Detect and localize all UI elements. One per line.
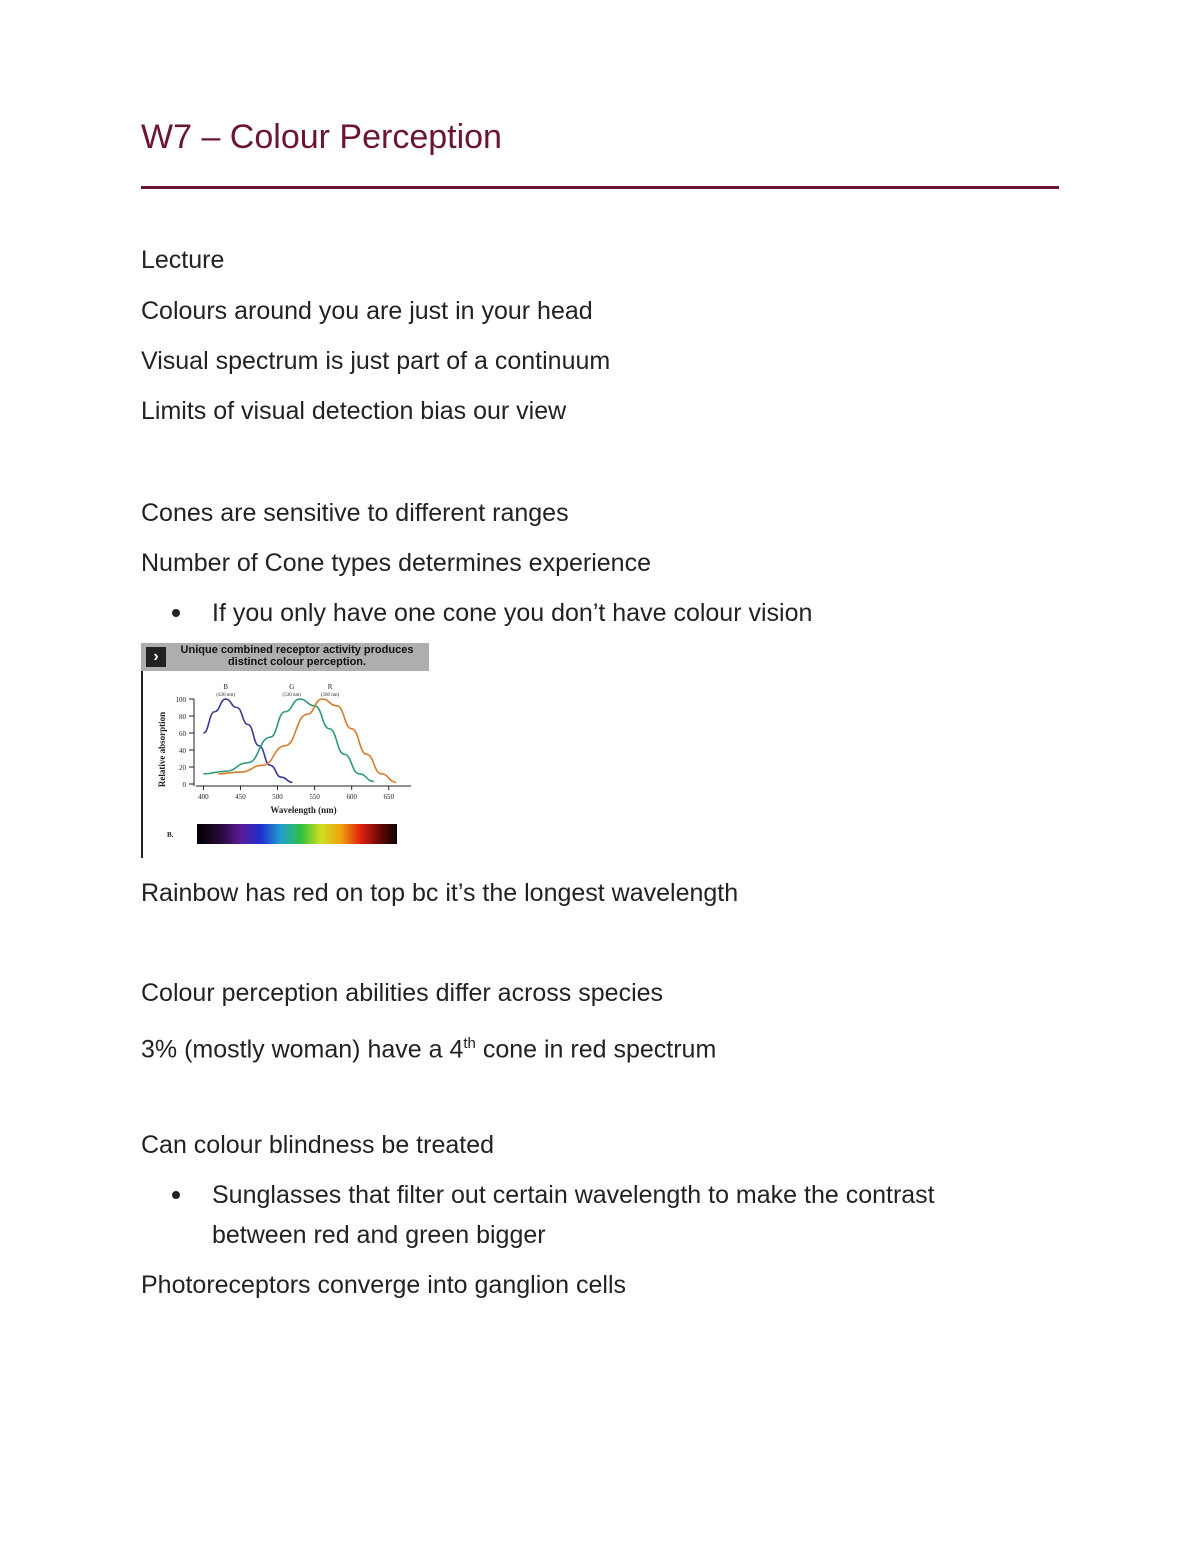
y-tick-label: 80 bbox=[179, 713, 186, 721]
x-tick-label: 400 bbox=[198, 793, 209, 801]
x-axis-label: Wavelength (nm) bbox=[270, 805, 337, 815]
absorption-chart bbox=[141, 671, 429, 858]
text-line: Can colour blindness be treated bbox=[141, 1131, 495, 1159]
series-name-label: B bbox=[223, 683, 228, 691]
text-fragment: 3% (mostly woman) have a 4 bbox=[141, 1035, 464, 1064]
x-tick-label: 600 bbox=[346, 793, 357, 801]
panel-label: B. bbox=[167, 831, 174, 839]
series-name-label: R bbox=[327, 683, 333, 691]
chevron-right-icon: › bbox=[146, 647, 166, 667]
figure-caption: Unique combined receptor activity produces distinct colour perception. bbox=[180, 644, 414, 668]
text-line: Colours around you are just in your head bbox=[141, 297, 593, 325]
x-tick-label: 450 bbox=[235, 793, 246, 801]
series-peak-label: (530 nm) bbox=[282, 693, 302, 698]
bullet-text: If you only have one cone you don’t have colour vision bbox=[212, 599, 813, 627]
series-peak-label: (560 nm) bbox=[320, 693, 340, 698]
y-tick-label: 20 bbox=[179, 764, 186, 772]
y-tick-label: 40 bbox=[179, 747, 186, 755]
page-title: W7 – Colour Perception bbox=[141, 118, 502, 156]
x-tick-label: 500 bbox=[272, 793, 283, 801]
x-tick-label: 650 bbox=[383, 793, 395, 801]
text-line: Visual spectrum is just part of a continuum bbox=[141, 347, 611, 375]
text-line: Rainbow has red on top bc it’s the longest wavelength bbox=[141, 879, 739, 907]
text-line: Photoreceptors converge into ganglion cells bbox=[141, 1271, 627, 1299]
text-line: Cones are sensitive to different ranges bbox=[141, 499, 569, 527]
superscript: th bbox=[463, 1035, 476, 1052]
bullet-icon bbox=[172, 609, 180, 617]
title-rule bbox=[141, 186, 1059, 189]
series-name-label: G bbox=[289, 683, 295, 691]
text-fragment: cone in red spectrum bbox=[475, 1035, 717, 1064]
series-line-R bbox=[218, 699, 396, 782]
cone-absorption-figure bbox=[141, 643, 429, 858]
text-line: Colour perception abilities differ across species bbox=[141, 979, 664, 1007]
y-tick-label: 60 bbox=[179, 730, 186, 738]
y-tick-label: 0 bbox=[182, 781, 186, 789]
bullet-text: Sunglasses that filter out certain wavelength to make the contrast bbox=[212, 1181, 935, 1209]
text-line: Lecture bbox=[141, 246, 225, 274]
y-tick-label: 100 bbox=[175, 696, 186, 704]
bullet-text: between red and green bigger bbox=[212, 1221, 546, 1249]
figure-header bbox=[141, 643, 429, 671]
series-peak-label: (430 nm) bbox=[216, 693, 235, 698]
series-line-G bbox=[203, 699, 374, 781]
bullet-icon bbox=[172, 1191, 180, 1199]
spectrum-bar bbox=[197, 824, 397, 844]
text-line bbox=[141, 1029, 716, 1064]
text-line: Limits of visual detection bias our view bbox=[141, 397, 567, 425]
text-line: Number of Cone types determines experience bbox=[141, 549, 651, 577]
x-tick-label: 550 bbox=[309, 793, 320, 801]
y-axis-label: Relative absorption bbox=[157, 711, 167, 788]
